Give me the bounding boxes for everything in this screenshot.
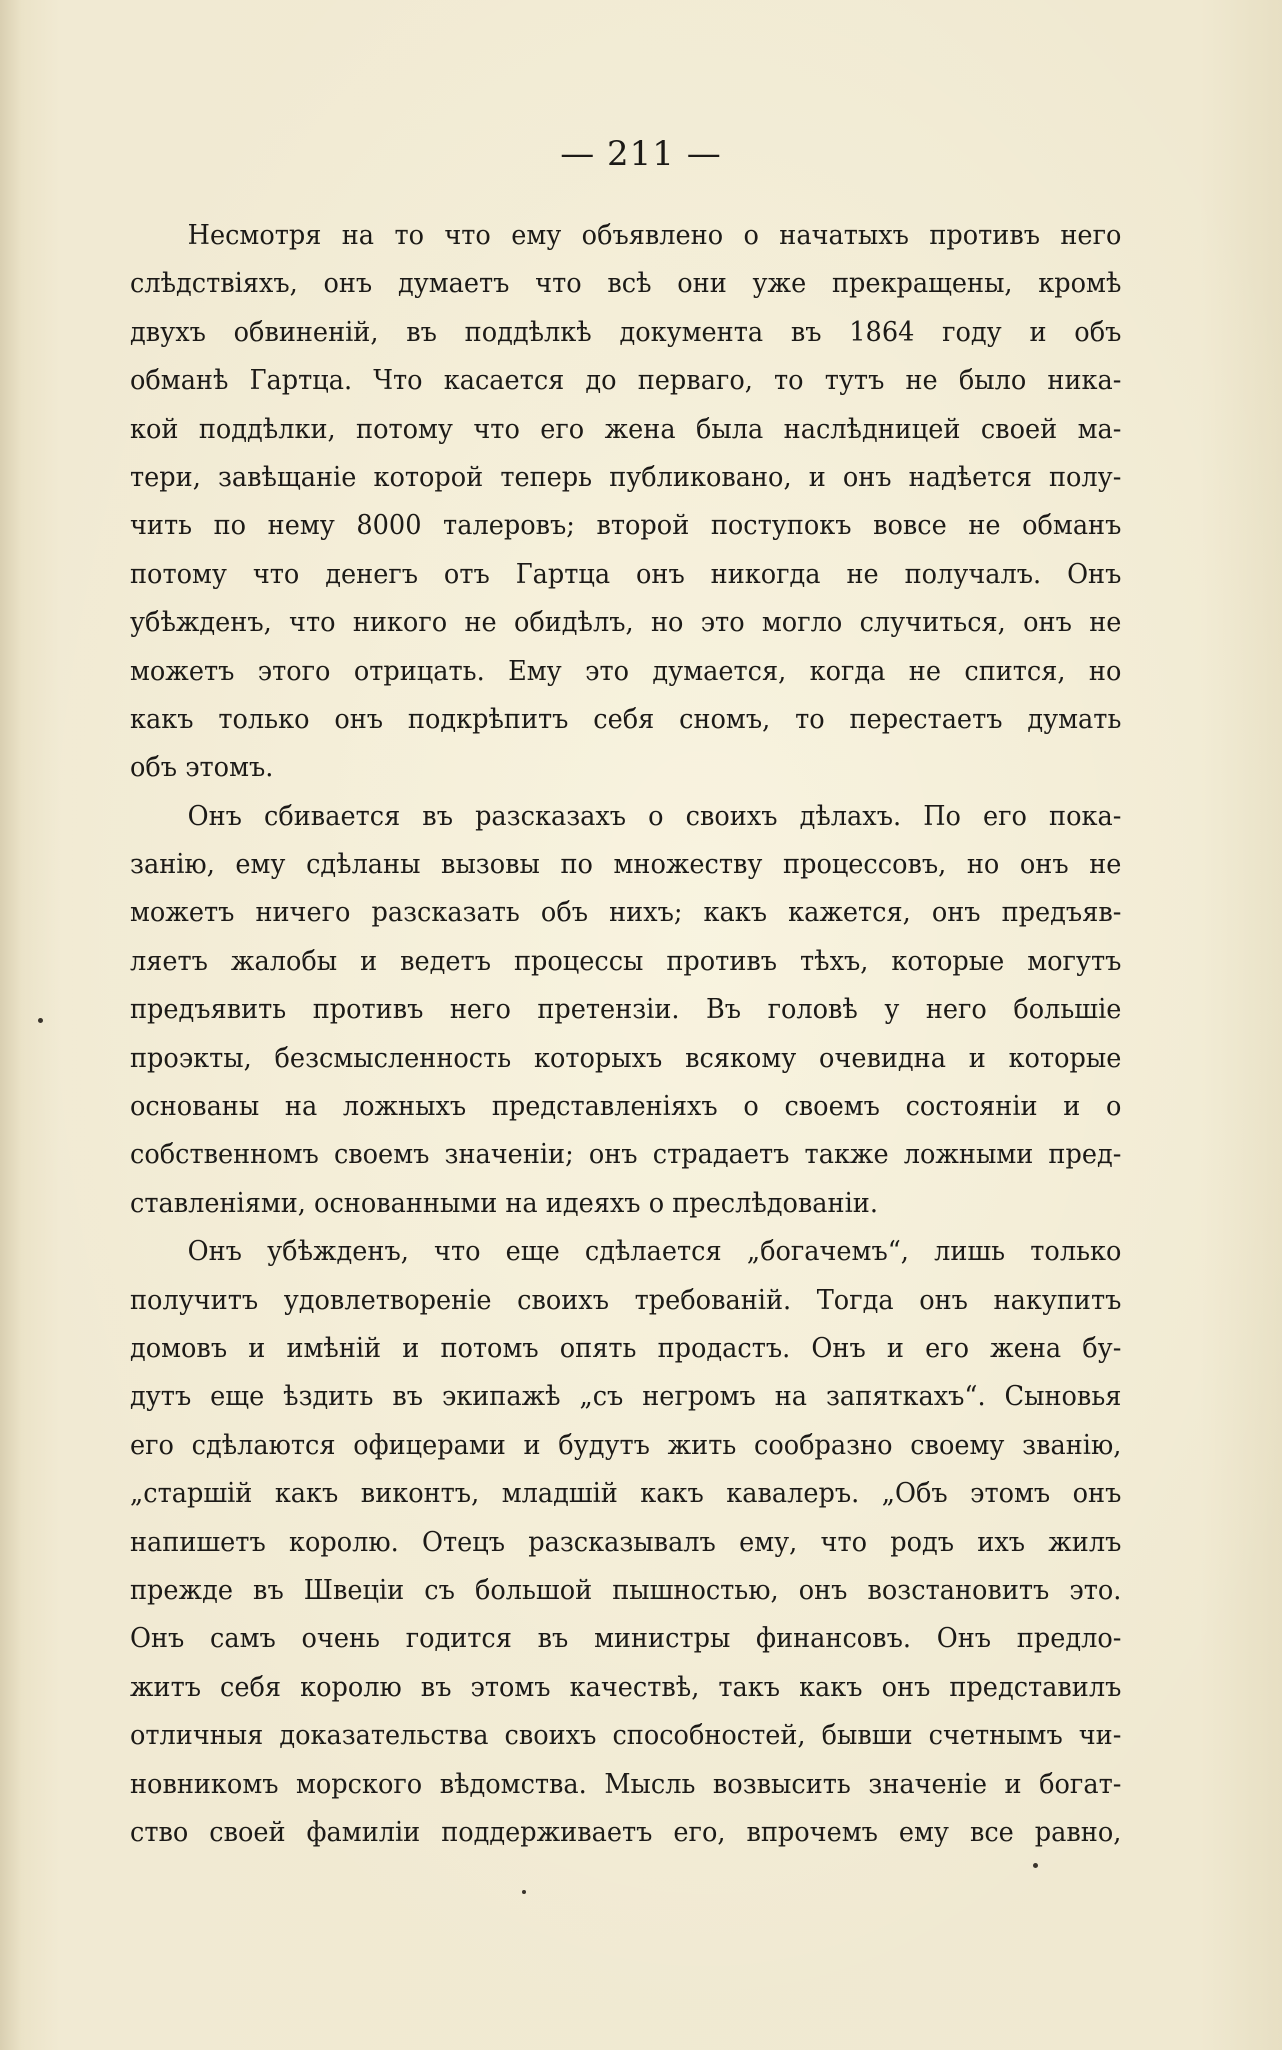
text-line: можетъ ничего разсказать объ нихъ; какъ кажется, онъ предъяв- xyxy=(130,896,1122,929)
text-line: объ этомъ. xyxy=(130,751,274,784)
text-line: чить по нему 8000 талеровъ; второй поступокъ вовсе не обманъ xyxy=(130,509,1122,542)
text-line: ставленіями, основанными на идеяхъ о преслѣдованіи. xyxy=(130,1186,878,1219)
text-line: собственномъ своемъ значеніи; онъ страдаетъ также ложными пред- xyxy=(130,1138,1122,1171)
text-line: ство своей фамиліи поддерживаетъ его, впрочемъ ему все равно, xyxy=(130,1815,1122,1848)
paragraph-1 xyxy=(130,211,1122,792)
text-line: Онъ сбивается въ разсказахъ о своихъ дѣлахъ. По его пока- xyxy=(187,799,1122,832)
paper-speck xyxy=(522,1890,526,1894)
paragraph-2 xyxy=(130,792,1122,1228)
text-line: житъ себя королю въ этомъ качествѣ, такъ какъ онъ представилъ xyxy=(130,1670,1122,1703)
paragraph-3 xyxy=(130,1227,1122,1856)
text-line: двухъ обвиненій, въ поддѣлкѣ документа въ 1864 году и объ xyxy=(130,315,1122,348)
text-line: кой поддѣлки, потому что его жена была наслѣдницей своей ма- xyxy=(130,412,1122,445)
text-line: его сдѣлаются офицерами и будутъ жить сообразно своему званію, xyxy=(130,1428,1122,1461)
page-number: — 211 — xyxy=(560,134,722,174)
text-line: обманѣ Гартца. Что касается до перваго, то тутъ не было ника- xyxy=(130,364,1122,397)
text-line: дутъ еще ѣздить въ экипажѣ „съ негромъ на запяткахъ“. Сыновья xyxy=(130,1380,1122,1413)
paper-speck xyxy=(38,1018,43,1023)
text-line: можетъ этого отрицать. Ему это думается, когда не спится, но xyxy=(130,654,1122,687)
paper-speck xyxy=(1033,1863,1038,1868)
text-line: домовъ и имѣній и потомъ опять продастъ. Онъ и его жена бу- xyxy=(130,1331,1122,1364)
text-line: основаны на ложныхъ представленіяхъ о своемъ состояніи и о xyxy=(130,1090,1122,1123)
text-line: напишетъ королю. Отецъ разсказывалъ ему, что родъ ихъ жилъ xyxy=(130,1525,1122,1558)
text-line: занію, ему сдѣланы вызовы по множеству процессовъ, но онъ не xyxy=(130,848,1122,881)
text-line: слѣдствіяхъ, онъ думаетъ что всѣ они уже прекращены, кромѣ xyxy=(130,267,1122,300)
text-line: прежде въ Швеціи съ большой пышностью, онъ возстановитъ это. xyxy=(130,1573,1122,1606)
text-line: ляетъ жалобы и ведетъ процессы противъ тѣхъ, которые могутъ xyxy=(130,944,1122,977)
text-line: потому что денегъ отъ Гартца онъ никогда не получалъ. Онъ xyxy=(130,557,1122,590)
text-line: новникомъ морского вѣдомства. Мысль возвысить значеніе и богат- xyxy=(130,1767,1122,1800)
text-line: убѣжденъ, что никого не обидѣлъ, но это могло случиться, онъ не xyxy=(130,606,1122,639)
text-line: получитъ удовлетвореніе своихъ требованій. Тогда онъ накупитъ xyxy=(130,1283,1122,1316)
text-line: какъ только онъ подкрѣпитъ себя сномъ, то перестаетъ думать xyxy=(130,702,1122,735)
text-line: Несмотря на то что ему объявлено о начатыхъ противъ него xyxy=(187,219,1122,251)
text-line: Онъ убѣжденъ, что еще сдѣлается „богачемъ“, лишь только xyxy=(187,1235,1122,1268)
text-line: тери, завѣщаніе которой теперь публиковано, и онъ надѣется полу- xyxy=(130,460,1122,493)
text-line: предъявить противъ него претензіи. Въ головѣ у него большіе xyxy=(130,993,1122,1026)
text-line: „старшій какъ виконтъ, младшій какъ кавалеръ. „Объ этомъ онъ xyxy=(130,1477,1122,1510)
text-body xyxy=(130,211,1122,1856)
text-line: проэкты, безсмысленность которыхъ всякому очевидна и которые xyxy=(130,1041,1122,1074)
text-line: Онъ самъ очень годится въ министры финансовъ. Онъ предло- xyxy=(130,1622,1122,1655)
text-line: отличныя доказательства своихъ способностей, бывши счетнымъ чи- xyxy=(130,1719,1122,1752)
